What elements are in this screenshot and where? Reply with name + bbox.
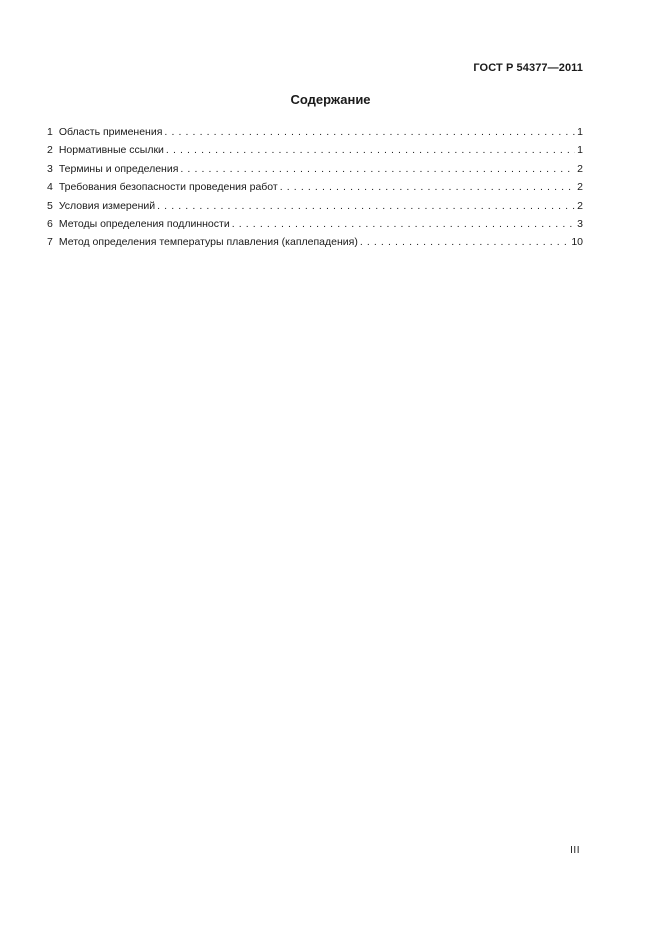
toc-entry-title: Термины и определения — [58, 162, 179, 175]
toc-entry-title: Метод определения температуры плавления (каплепадения) — [58, 236, 358, 249]
toc-dot-leader — [164, 123, 575, 141]
toc-dot-leader — [157, 197, 575, 215]
toc-entry-page: 2 — [577, 199, 583, 212]
toc-entry-title: Нормативные ссылки — [58, 144, 164, 157]
toc-entry-number: 1 — [47, 126, 53, 138]
toc-entry-page: 10 — [571, 236, 583, 249]
toc-entry-title: Требования безопасности проведения работ — [58, 181, 278, 194]
toc-entry-4[interactable] — [47, 178, 583, 196]
toc-entry-page: 1 — [577, 144, 583, 157]
toc-entry-7[interactable] — [47, 233, 583, 251]
toc-entry-title: Методы определения подлинности — [58, 217, 230, 230]
toc-title: Содержание — [290, 92, 371, 107]
toc-entry-title: Область применения — [58, 126, 163, 138]
toc-entry-number: 2 — [47, 144, 53, 157]
toc-entry-5[interactable] — [47, 197, 583, 215]
page-number: III — [570, 845, 580, 856]
toc-entry-2[interactable] — [47, 141, 583, 159]
toc-entry-page: 3 — [577, 217, 583, 230]
document-code-header: ГОСТ Р 54377—2011 — [473, 62, 583, 74]
table-of-contents — [47, 123, 583, 252]
toc-entry-number: 5 — [47, 199, 53, 212]
toc-entry-3[interactable] — [47, 160, 583, 178]
toc-entry-title: Условия измерений — [58, 199, 156, 212]
toc-entry-page: 2 — [577, 181, 583, 194]
toc-entry-number: 4 — [47, 181, 53, 194]
toc-entry-number: 7 — [47, 236, 53, 249]
toc-dot-leader — [180, 160, 575, 178]
toc-entry-1[interactable] — [47, 123, 583, 141]
toc-entry-number: 3 — [47, 162, 53, 175]
toc-dot-leader — [360, 233, 569, 251]
toc-dot-leader — [166, 141, 575, 159]
toc-dot-leader — [232, 215, 575, 233]
toc-entry-number: 6 — [47, 217, 53, 230]
toc-entry-6[interactable] — [47, 215, 583, 233]
toc-entry-page: 2 — [577, 162, 583, 175]
toc-dot-leader — [280, 178, 575, 196]
toc-entry-page: 1 — [577, 126, 583, 138]
